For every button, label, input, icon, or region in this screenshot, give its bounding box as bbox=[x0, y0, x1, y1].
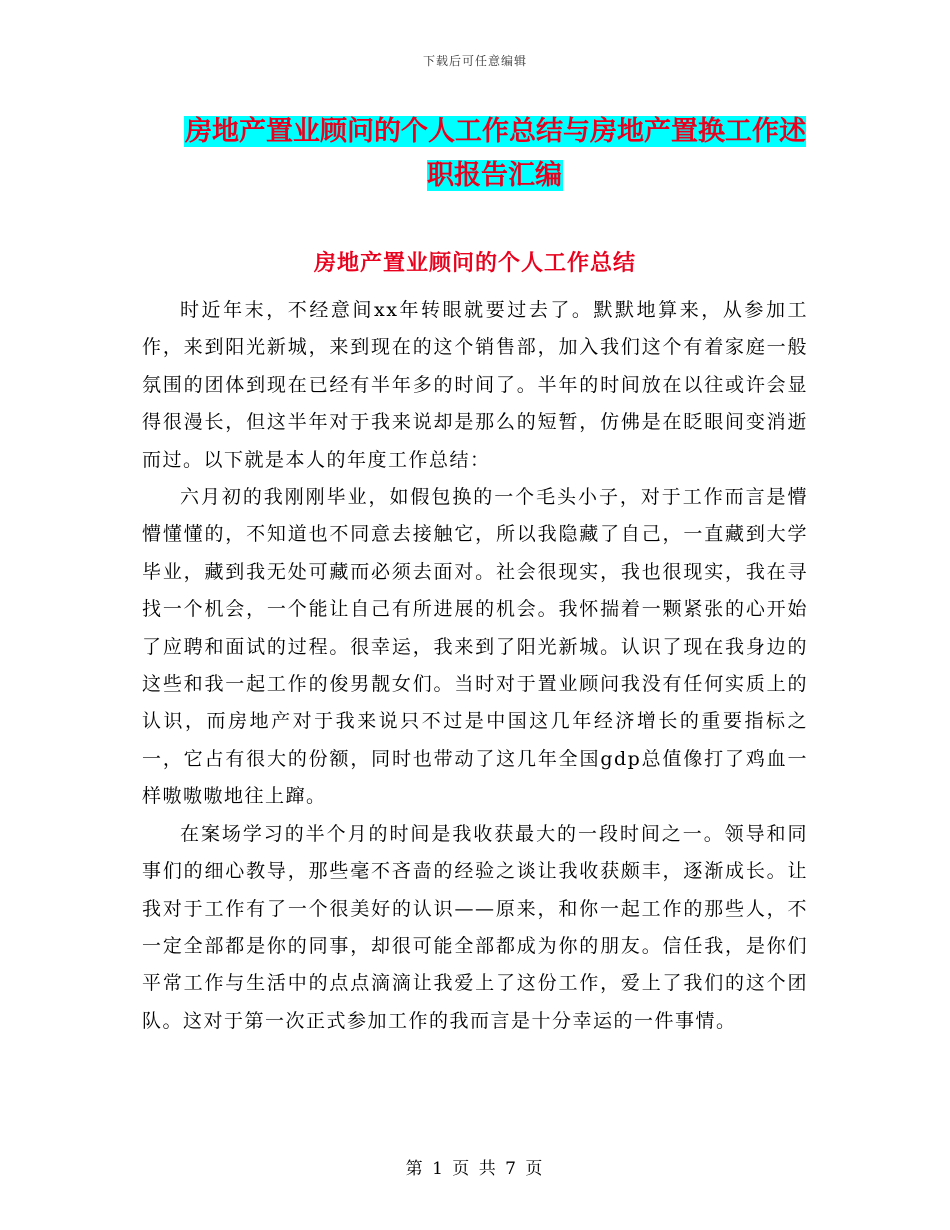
paragraph-2: 六月初的我刚刚毕业，如假包换的一个毛头小子，对于工作而言是懵懵懂懂的，不知道也不同意去接触它，所以我隐藏了自己，一直藏到大学毕业，藏到我无处可藏而必须去面对。社会很现实，我也很现实，我在寻找一个机会，一个能让自己有所进展的机会。我怀揣着一颗紧张的心开始了应聘和面试的过程。很幸运，我来到了阳光新城。认识了现在我身边的这些和我一起工作的俊男靓女们。当时对于置业顾问我没有任何实质上的认识，而房地产对于我来说只不过是中国这几年经济增长的重要指标之一，它占有很大的份额，同时也带动了这几年全国gdp总值像打了鸡血一样嗷嗷嗷地往上蹿。 bbox=[142, 486, 808, 808]
document-title bbox=[175, 110, 815, 198]
paragraph-1: 时近年末，不经意间xx年转眼就要过去了。默默地算来，从参加工作，来到阳光新城，来到现在的这个销售部，加入我们这个有着家庭一般氛围的团体到现在已经有半年多的时间了。半年的时间放在以往或许会显得很漫长，但这半年对于我来说却是那么的短暂，仿佛是在眨眼间变消逝而过。以下就是本人的年度工作总结： bbox=[142, 299, 808, 471]
page-footer-number: 第 1 页 共 7 页 bbox=[405, 1159, 545, 1179]
paragraph-3: 在案场学习的半个月的时间是我收获最大的一段时间之一。领导和同事们的细心教导，那些毫不吝啬的经验之谈让我收获颇丰，逐渐成长。让我对于工作有了一个很美好的认识——原来，和你一起工作的那些人，不一定全部都是你的同事，却很可能全部都成为你的朋友。信任我，是你们平常工作与生活中的点点滴滴让我爱上了这份工作，爱上了我们的这个团队。这对于第一次正式参加工作的我而言是十分幸运的一件事情。 bbox=[142, 822, 808, 1032]
section-title: 房地产置业顾问的个人工作总结 bbox=[313, 250, 636, 276]
document-title-text: 房地产置业顾问的个人工作总结与房地产置换工作述职报告汇编 bbox=[185, 116, 806, 191]
document-body bbox=[142, 292, 808, 1040]
page-header-note: 下载后可任意编辑 bbox=[422, 54, 527, 68]
